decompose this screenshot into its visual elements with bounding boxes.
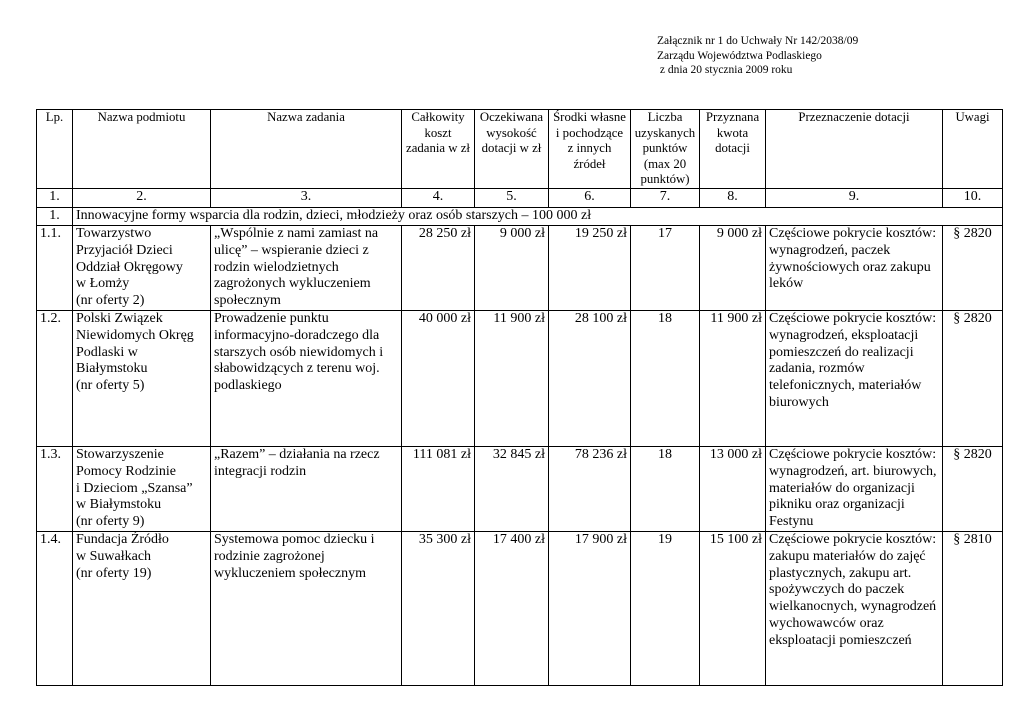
row-total-cost: 35 300 zł (402, 531, 475, 685)
row-task: „Wspólnie z nami zamiast na ulicę” – wspieranie dzieci z rodzin wielodzietnych zagrożonych wykluczeniem społecznym (211, 225, 402, 310)
row-purpose: Częściowe pokrycie kosztów: zakupu materiałów do zajęć plastycznych, zakupu art. spożywczych do paczek wielkanocnych, wynagrodzeń wychowawców oraz eksploatacji pomieszczeń (766, 531, 943, 685)
row-lp: 1.2. (37, 310, 73, 446)
col-number: 7. (631, 188, 700, 207)
row-expected-grant: 32 845 zł (475, 446, 549, 531)
row-purpose: Częściowe pokrycie kosztów: wynagrodzeń, eksploatacji pomieszczeń do realizacji zadania, rozmów telefonicznych, materiałów biurowych (766, 310, 943, 446)
col-number: 3. (211, 188, 402, 207)
row-own-funds: 28 100 zł (549, 310, 631, 446)
row-points: 17 (631, 225, 700, 310)
col-number: 6. (549, 188, 631, 207)
row-granted-amount: 11 900 zł (700, 310, 766, 446)
row-granted-amount: 13 000 zł (700, 446, 766, 531)
col-header-granted: Przyznana kwota dotacji (700, 110, 766, 189)
col-header-task: Nazwa zadania (211, 110, 402, 189)
row-entity: Towarzystwo Przyjaciół Dzieci Oddział Okręgowy w Łomży (nr oferty 2) (73, 225, 211, 310)
col-number: 10. (943, 188, 1003, 207)
col-header-purpose: Przeznaczenie dotacji (766, 110, 943, 189)
col-header-expected: Oczekiwana wysokość dotacji w zł (475, 110, 549, 189)
row-points: 19 (631, 531, 700, 685)
row-granted-amount: 9 000 zł (700, 225, 766, 310)
row-points: 18 (631, 446, 700, 531)
row-own-funds: 17 900 zł (549, 531, 631, 685)
section-number: 1. (37, 207, 73, 225)
row-points: 18 (631, 310, 700, 446)
row-task: Systemowa pomoc dziecku i rodzinie zagrożonej wykluczeniem społecznym (211, 531, 402, 685)
row-total-cost: 40 000 zł (402, 310, 475, 446)
row-purpose: Częściowe pokrycie kosztów: wynagrodzeń, paczek żywnościowych oraz zakupu leków (766, 225, 943, 310)
table-row (37, 310, 1003, 446)
col-number: 1. (37, 188, 73, 207)
section-title: Innowacyjne formy wsparcia dla rodzin, dzieci, młodzieży oraz osób starszych – 100 000 zł (73, 207, 1003, 225)
col-header-notes: Uwagi (943, 110, 1003, 189)
col-number: 2. (73, 188, 211, 207)
row-task: Prowadzenie punktu informacyjno-doradczego dla starszych osób niewidomych i słabowidzących z terenu woj. podlaskiego (211, 310, 402, 446)
row-total-cost: 111 081 zł (402, 446, 475, 531)
table-header-row (37, 110, 1003, 189)
row-notes: § 2820 (943, 446, 1003, 531)
row-lp: 1.4. (37, 531, 73, 685)
row-own-funds: 19 250 zł (549, 225, 631, 310)
col-number: 5. (475, 188, 549, 207)
row-notes: § 2820 (943, 310, 1003, 446)
col-number: 9. (766, 188, 943, 207)
col-header-points: Liczba uzyskanych punktów (max 20 punktów) (631, 110, 700, 189)
row-granted-amount: 15 100 zł (700, 531, 766, 685)
row-expected-grant: 17 400 zł (475, 531, 549, 685)
col-header-own: Środki własne i pochodzące z innych źródeł (549, 110, 631, 189)
table-row (37, 531, 1003, 685)
row-lp: 1.3. (37, 446, 73, 531)
row-notes: § 2820 (943, 225, 1003, 310)
row-own-funds: 78 236 zł (549, 446, 631, 531)
resolution-annex-header (657, 34, 858, 78)
grants-table (36, 109, 1003, 686)
annex-line-1: Załącznik nr 1 do Uchwały Nr 142/2038/09 (657, 35, 859, 47)
row-entity: Stowarzyszenie Pomocy Rodzinie i Dzieciom „Szansa” w Białymstoku (nr oferty 9) (73, 446, 211, 531)
col-header-total: Całkowity koszt zadania w zł (402, 110, 475, 189)
row-entity: Polski Związek Niewidomych Okręg Podlaski w Białymstoku (nr oferty 5) (73, 310, 211, 446)
table-row (37, 446, 1003, 531)
col-number: 8. (700, 188, 766, 207)
section-row (37, 207, 1003, 225)
row-lp: 1.1. (37, 225, 73, 310)
annex-line-2: Zarządu Województwa Podlaskiego (657, 49, 822, 62)
row-expected-grant: 11 900 zł (475, 310, 549, 446)
row-notes: § 2810 (943, 531, 1003, 685)
table-row (37, 225, 1003, 310)
column-number-row (37, 188, 1003, 207)
col-header-entity: Nazwa podmiotu (73, 110, 211, 189)
row-purpose: Częściowe pokrycie kosztów: wynagrodzeń, art. biurowych, materiałów do organizacji pikniku oraz organizacji Festynu (766, 446, 943, 531)
annex-line-3: z dnia 20 stycznia 2009 roku (657, 64, 793, 76)
col-header-lp: Lp. (37, 110, 73, 189)
row-total-cost: 28 250 zł (402, 225, 475, 310)
row-entity: Fundacja Źródło w Suwałkach (nr oferty 19) (73, 531, 211, 685)
col-number: 4. (402, 188, 475, 207)
row-expected-grant: 9 000 zł (475, 225, 549, 310)
row-task: „Razem” – działania na rzecz integracji rodzin (211, 446, 402, 531)
